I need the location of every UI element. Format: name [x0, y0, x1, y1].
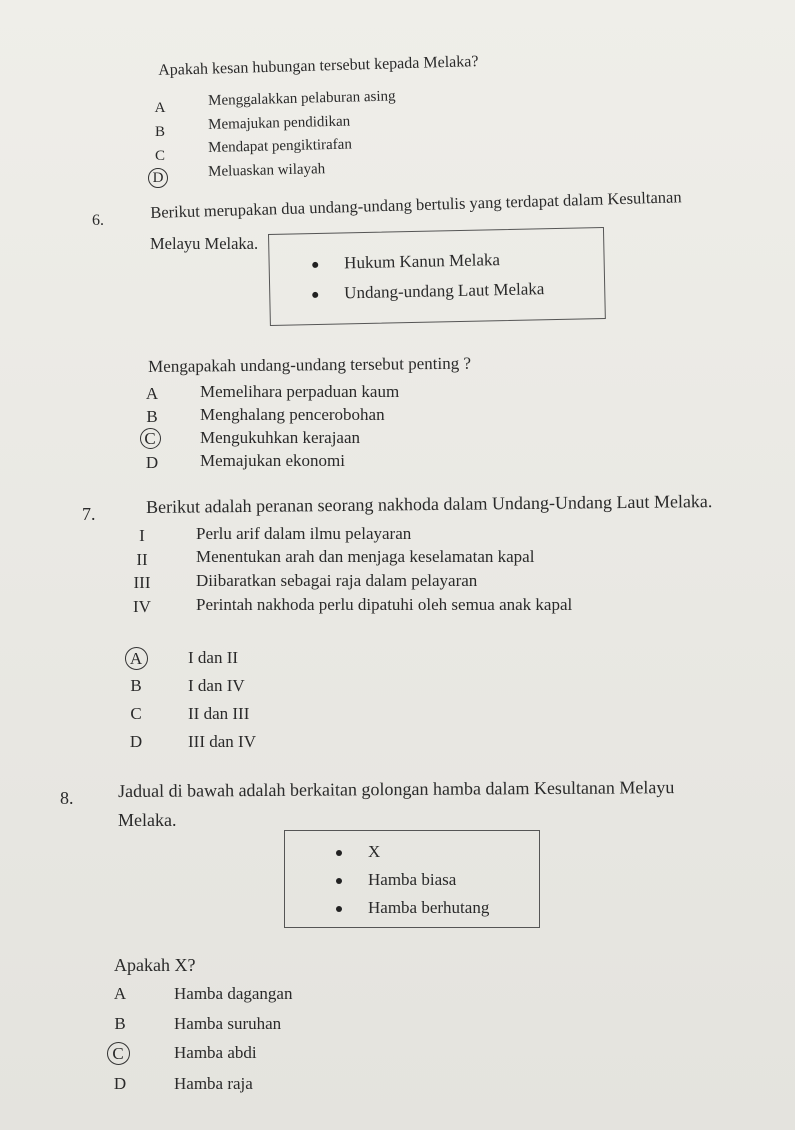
q8-option-letter-d: D — [113, 1074, 127, 1093]
q6-number: 6. — [92, 212, 104, 229]
q7-option-letter-a-circled — [124, 647, 148, 670]
q7-option-letter-d: D — [129, 732, 143, 751]
q7-statement-text-4: Perintah nakhoda perlu dipatuhi oleh semua anak kapal — [196, 595, 573, 614]
q7-option-text-c: II dan III — [188, 704, 250, 723]
q5-option-text-c: Mendapat pengiktirafan — [208, 136, 353, 156]
q5-option-letter-c: C — [154, 148, 165, 164]
q6-option-text-d: Memajukan ekonomi — [200, 451, 345, 470]
q8-option-letter-a: A — [113, 984, 127, 1003]
q6-answer-circle: C — [140, 428, 161, 449]
q8-answer-circle: C — [107, 1042, 130, 1065]
q6-option-text-a: Memelihara perpaduan kaum — [200, 382, 400, 401]
q8-box-item-3: Hamba berhutang — [336, 898, 489, 918]
q6-option-letter-a: A — [145, 384, 159, 403]
q8-question: Apakah X? — [114, 955, 196, 975]
q7-stem: Berikut adalah peranan seorang nakhoda dalam Undang-Undang Laut Melaka. — [146, 491, 713, 517]
q5-option-letter-d-circled — [146, 168, 170, 188]
bullet-dot — [336, 850, 342, 856]
q5-option-letter-a: A — [154, 100, 166, 116]
q7-statement-text-1: Perlu arif dalam ilmu pelayaran — [196, 524, 412, 543]
q7-statement-roman-4: IV — [133, 597, 151, 616]
q6-question: Mengapakah undang-undang tersebut penting ? — [148, 353, 472, 376]
q8-number: 8. — [60, 788, 74, 808]
q8-option-text-b: Hamba suruhan — [174, 1014, 282, 1033]
q5-option-text-b: Memajukan pendidikan — [208, 113, 351, 133]
q7-option-letter-c: C — [130, 704, 142, 723]
q7-statement-roman-3: III — [133, 573, 151, 592]
q6-stem-line1: Berikut merupakan dua undang-undang bertulis yang terdapat dalam Kesultanan — [150, 187, 682, 222]
q6-option-letter-b: B — [146, 407, 158, 426]
q7-option-letter-b: B — [130, 676, 142, 695]
q8-option-text-c: Hamba abdi — [174, 1043, 257, 1062]
q8-box-item-1: X — [336, 842, 380, 862]
q8-option-letter-b: B — [114, 1014, 126, 1033]
q6-option-text-c: Mengukuhkan kerajaan — [200, 428, 361, 447]
q7-option-text-b: I dan IV — [188, 676, 245, 695]
q6-law-box — [268, 227, 606, 326]
q5-option-text-a: Menggalakkan pelaburan asing — [208, 88, 396, 109]
bullet-dot — [336, 878, 342, 884]
q8-box-item-2: Hamba biasa — [336, 870, 456, 890]
q8-option-text-a: Hamba dagangan — [174, 984, 293, 1003]
q6-stem-line2: Melayu Melaka. — [150, 234, 259, 253]
q6-option-letter-c-circled — [138, 428, 162, 449]
bullet-dot — [312, 292, 318, 298]
q7-statement-text-2: Menentukan arah dan menjaga keselamatan kapal — [196, 547, 535, 566]
q5-question: Apakah kesan hubungan tersebut kepada Melaka? — [158, 53, 479, 79]
q5-option-text-d: Meluaskan wilayah — [208, 161, 326, 180]
q6-option-text-b: Menghalang pencerobohan — [200, 405, 385, 424]
q8-option-text-d: Hamba raja — [174, 1074, 253, 1093]
q8-stem-line1: Jadual di bawah adalah berkaitan golongan hamba dalam Kesultanan Melayu — [118, 777, 675, 801]
q6-box-item-1: Hukum Kanun Melaka — [312, 250, 500, 274]
q8-stem-line2: Melaka. — [118, 810, 177, 830]
q7-statement-roman-2: II — [136, 550, 148, 569]
bullet-dot — [336, 906, 342, 912]
q6-option-letter-d: D — [145, 453, 159, 472]
q5-option-letter-b: B — [154, 124, 165, 140]
q7-number: 7. — [82, 504, 96, 524]
q6-box-item-2: Undang-undang Laut Melaka — [312, 279, 545, 304]
q8-option-letter-c-circled — [106, 1042, 130, 1065]
q7-statement-roman-1: I — [139, 526, 145, 545]
q7-option-text-a: I dan II — [188, 648, 239, 667]
q5-answer-circle: D — [148, 168, 168, 188]
q7-option-text-d: III dan IV — [188, 732, 256, 751]
bullet-dot — [312, 262, 318, 268]
q7-answer-circle: A — [125, 647, 148, 670]
q7-statement-text-3: Diibaratkan sebagai raja dalam pelayaran — [196, 571, 478, 590]
